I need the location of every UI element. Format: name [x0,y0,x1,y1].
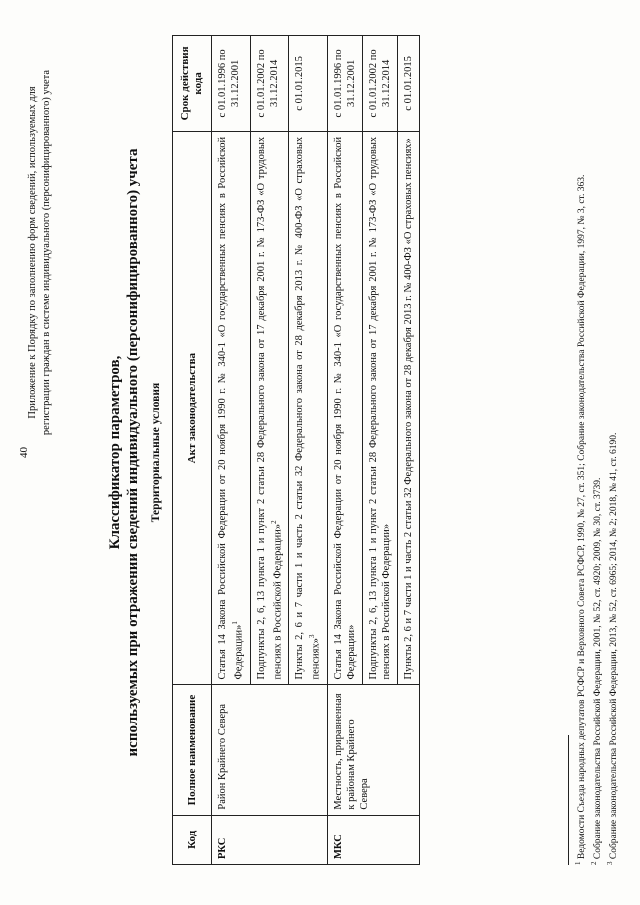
appendix-line-2: регистрации граждан в системе индивидуального (персонифицированного) учета [41,69,52,436]
table-row [327,36,362,865]
footnote-text: Ведомости Съезда народных депутатов РСФСР и Верховного Совета РСФСР, 1990, № 27, ст. 351; Собрание законодательства Российской Федерации, 1997, № 3, ст. 363. [577,174,588,860]
validity-cell: с 01.01.2015 [289,36,328,132]
footnote-number: 2 [590,861,599,865]
appendix-note [26,0,54,505]
validity-cell: с 01.01.1996 по 31.12.2001 [327,36,362,132]
footnote-number: 1 [574,861,582,865]
code-cell: РКС [212,815,328,864]
validity-cell: с 01.01.2015 [397,36,419,132]
legal-act-text: Пункты 2, 6 и 7 части 1 и часть 2 статьи 32 Федерального закона от 28 декабря 2013 г. № 400-ФЗ «О страховых пенсиях» [294,136,322,680]
footnote-item [572,35,588,865]
appendix-line-1: Приложение к Порядку по заполнению форм сведений, используемых для [27,86,38,419]
footnote-text: Собрание законодательства Российской Федерации, 2013, № 52, ст. 6965; 2014, № 2; 2018, № 41, ст. 6190. [609,432,620,860]
legal-act-cell: Статья 14 Закона Российской Федерации от 20 ноября 1990 г. № 340-1 «О государственных пенсиях в Российской Федерации» [327,131,362,685]
legal-act-cell: Пункты 2, 6 и 7 части 1 и часть 2 статьи 32 Федерального закона от 28 декабря 2013 г. № 400-ФЗ «О страховых пенсиях» [397,131,419,685]
legal-act-cell [212,131,251,685]
footnote-text: Собрание законодательства Российской Федерации, 2001, № 52, ст. 4920; 2009, № 30, ст. 3739. [593,477,604,860]
footnote-item [604,35,620,865]
full-name-cell: Район Крайнего Севера [212,685,328,815]
title-line-1: Классификатор параметров, [107,355,123,550]
title-line-2: используемых при отражении сведений индивидуального (персонифицированного) учета [125,148,141,757]
footnote-number: 3 [606,861,615,865]
header-legal-act: Акт законодательства [173,131,212,685]
validity-cell: с 01.01.1996 по 31.12.2001 [212,36,251,132]
legal-act-cell [289,131,328,685]
section-subtitle: Территориальные условия [150,382,162,523]
validity-cell: с 01.01.2002 по 31.12.2014 [362,36,397,132]
footnotes [568,35,620,865]
legal-act-text: Статья 14 Закона Российской Федерации от 20 ноября 1990 г. № 340-1 «О государственных пенсиях в Российской Федерации» [217,136,245,680]
table-header-row [173,36,212,865]
footnote-item [588,35,604,865]
header-full-name: Полное наименование [173,685,212,815]
classifier-table [172,35,420,865]
document-title [106,0,142,905]
footnote-separator [568,735,569,865]
validity-cell: с 01.01.2002 по 31.12.2014 [250,36,289,132]
legal-act-text: Подпункты 2, 6, 13 пункта 1 и пункт 2 статьи 28 Федерального закона от 17 декабря 2001 г. № 173-ФЗ «О трудовых пенсиях в Российской Федерации» [255,136,283,680]
header-validity-period: Срок действия кода [173,36,212,132]
footnote-ref: 2 [269,520,278,524]
legal-act-cell [250,131,289,685]
table-row [212,36,251,865]
full-name-cell: Местность, приравненная к районам Крайнего Севера [327,685,419,815]
header-code: Код [173,815,212,864]
footnote-ref: 1 [231,621,239,625]
footnote-ref: 3 [308,634,316,638]
code-cell: МКС [327,815,419,864]
legal-act-cell: Подпункты 2, 6, 13 пункта 1 и пункт 2 статьи 28 Федерального закона от 17 декабря 2001 г. № 173-ФЗ «О трудовых пенсиях в Российской Федерации» [362,131,397,685]
page-number: 40 [18,447,30,458]
